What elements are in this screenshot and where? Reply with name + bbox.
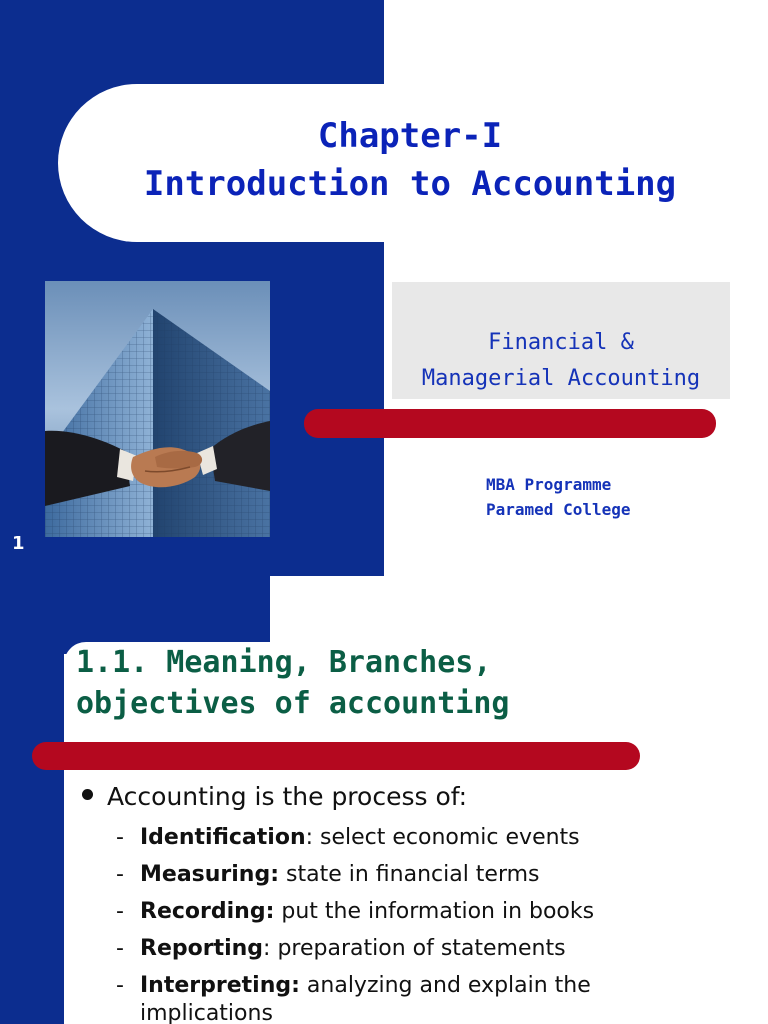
sub-item bbox=[116, 935, 636, 963]
content-slide bbox=[0, 576, 768, 1024]
subtitle-line-2: Managerial Accounting bbox=[421, 366, 701, 391]
sub-item-text: implications bbox=[140, 1001, 273, 1024]
sub-item-term: Interpreting: bbox=[140, 973, 300, 998]
college-name: Paramed College bbox=[486, 500, 631, 519]
sub-item-continuation bbox=[116, 1000, 636, 1024]
dash-icon: - bbox=[116, 899, 124, 924]
red-divider-bar bbox=[32, 742, 640, 770]
dash-icon: - bbox=[116, 862, 124, 887]
red-divider-bar bbox=[304, 409, 716, 438]
slide-title bbox=[100, 112, 720, 208]
building-handshake-image bbox=[45, 281, 270, 537]
sub-item-text: analyzing and explain the bbox=[299, 973, 591, 998]
sub-item-sep: : bbox=[305, 825, 314, 850]
dash-icon: - bbox=[116, 973, 124, 998]
sub-item-term: Recording: bbox=[140, 899, 275, 924]
sub-item-text: preparation of statements bbox=[270, 936, 566, 961]
sub-item-term: Reporting bbox=[140, 936, 264, 961]
bullet-icon bbox=[82, 789, 93, 800]
subtitle-line-1: Financial & bbox=[488, 330, 634, 355]
dash-icon: - bbox=[116, 825, 124, 850]
programme-name: MBA Programme bbox=[486, 475, 612, 494]
sub-item-term: Identification bbox=[140, 825, 306, 850]
sub-item-text: put the information in books bbox=[274, 899, 595, 924]
sub-item bbox=[116, 861, 636, 889]
bullet-text: Accounting is the process of: bbox=[107, 782, 468, 811]
sub-item bbox=[116, 972, 636, 1000]
sub-item-sep: : bbox=[263, 936, 271, 961]
sub-item-text: select economic events bbox=[313, 825, 580, 850]
blue-left-strip bbox=[0, 576, 64, 1024]
sub-item-text: state in financial terms bbox=[279, 862, 540, 887]
sub-item bbox=[116, 824, 636, 852]
programme-info bbox=[486, 472, 631, 522]
heading-line-1: 1.1. Meaning, Branches, bbox=[76, 645, 492, 680]
section-heading bbox=[76, 642, 656, 724]
title-line-1: Chapter-I bbox=[317, 116, 503, 156]
sub-item bbox=[116, 898, 636, 926]
sub-item-term: Measuring: bbox=[140, 862, 280, 887]
dash-icon: - bbox=[116, 936, 124, 961]
bullet-item bbox=[82, 782, 467, 811]
heading-line-2: objectives of accounting bbox=[76, 686, 510, 721]
title-line-2: Introduction to Accounting bbox=[143, 164, 677, 204]
course-subtitle-box bbox=[392, 282, 730, 399]
slide-number: 1 bbox=[12, 533, 25, 554]
